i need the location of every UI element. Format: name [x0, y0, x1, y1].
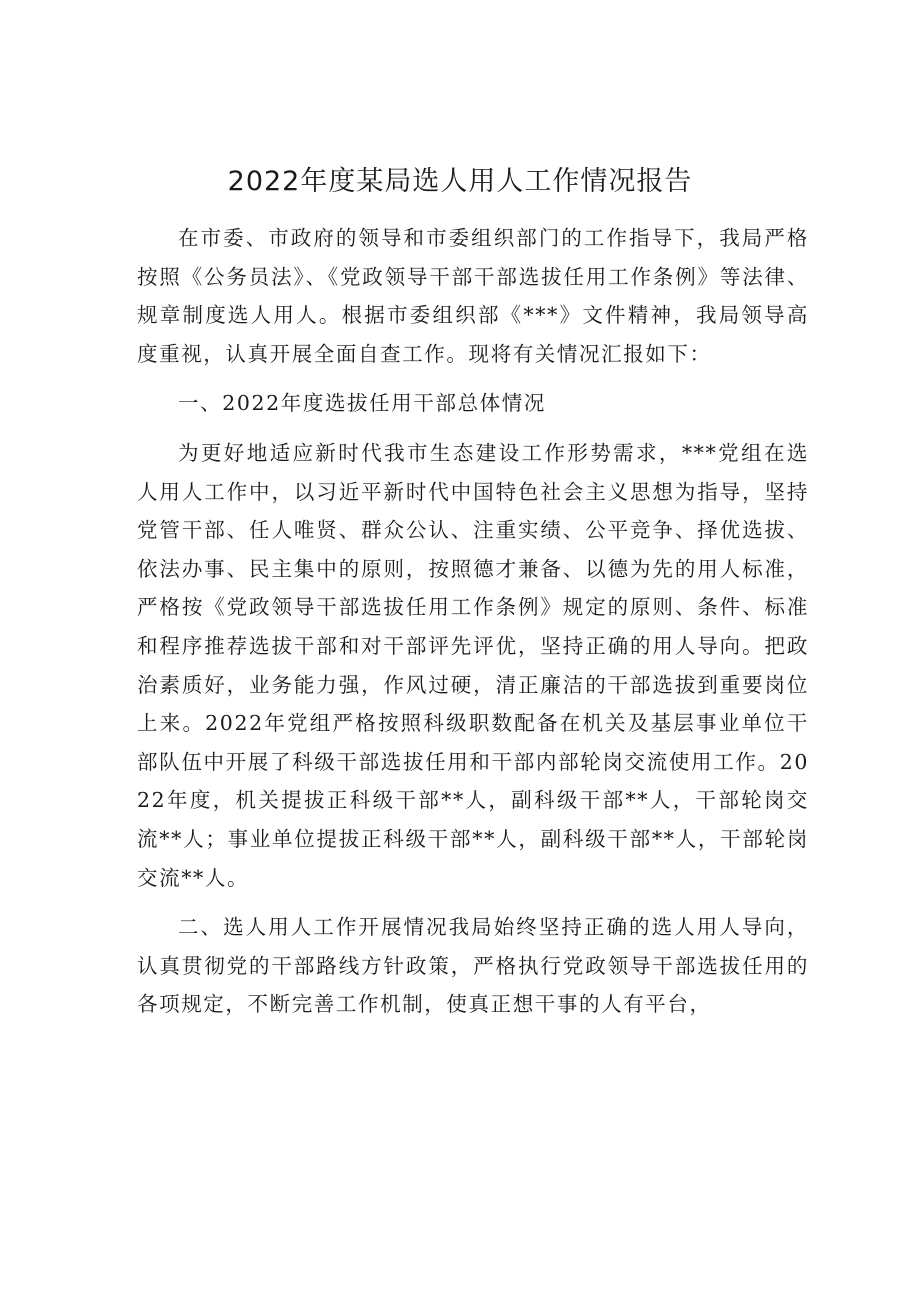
- intro-paragraph: 在市委、市政府的领导和市委组织部门的工作指导下，我局严格按照《公务员法》、《党政领导干部干部选拔任用工作条例》等法律、规章制度选人用人。根据市委组织部《***》文件精神，我局领导高度重视，认真开展全面自查工作。现将有关情况汇报如下：: [137, 226, 809, 366]
- section-1-paragraph: 为更好地适应新时代我市生态建设工作形势需求，***党组在选人用人工作中，以习近平新时代中国特色社会主义思想为指导，坚持党管干部、任人唯贤、群众公认、注重实绩、公平竞争、择优选拔、依法办事、民主集中的原则，按照德才兼备、以德为先的用人标准，严格按《党政领导干部选拔任用工作条例》规定的原则、条件、标准和程序推荐选拔干部和对干部评先评优，坚持正确的用人导向。把政治素质好，业务能力强，作风过硬，清正廉洁的干部选拔到重要岗位上来。2022年党组严格按照科级职数配备在机关及基层事业单位干部队伍中开展了科级干部选拔任用和干部内部轮岗交流使用工作。2022年度，机关提拔正科级干部**人，副科级干部**人，干部轮岗交流**人；事业单位提拔正科级干部**人，副科级干部**人，干部轮岗交流**人。: [137, 440, 809, 890]
- document-body: [137, 219, 809, 1024]
- section-heading-1: 一、2022年度选拔任用干部总体情况: [178, 391, 546, 416]
- document-title: 2022年度某局选人用人工作情况报告: [227, 166, 693, 197]
- section-2-paragraph: 二、选人用人工作开展情况我局始终坚持正确的选人用人导向，认真贯彻党的干部路线方针政策，严格执行党政领导干部选拔任用的各项规定，不断完善工作机制，使真正想干事的人有平台，: [137, 915, 809, 1017]
